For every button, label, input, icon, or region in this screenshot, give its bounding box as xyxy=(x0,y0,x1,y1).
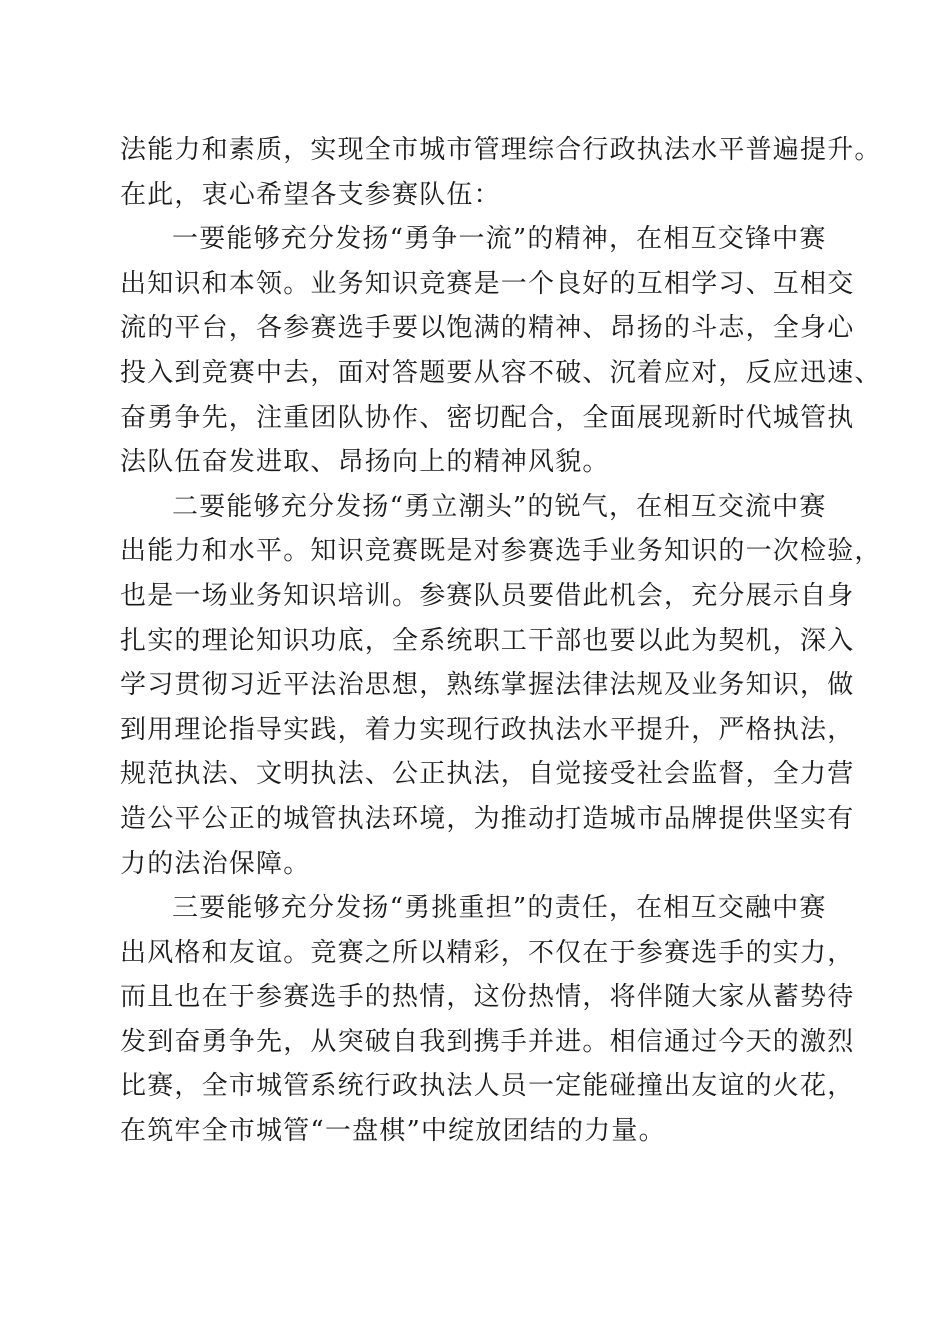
paragraph-1-first-line: 一要能够充分发扬“勇争一流”的精神，在相互交锋中赛 xyxy=(172,224,827,255)
text-line: 出知识和本领。业务知识竞赛是一个良好的互相学习、互相交 xyxy=(120,268,855,299)
text-line: 到用理论指导实践，着力实现行政执法水平提升，严格执法， xyxy=(120,714,855,745)
body-text xyxy=(120,128,882,1154)
text-line: 扎实的理论知识功底，全系统职工干部也要以此为契机，深入 xyxy=(120,625,855,656)
text-line: 造公平公正的城管执法环境，为推动打造城市品牌提供坚实有 xyxy=(120,803,855,834)
text-line: 出风格和友谊。竞赛之所以精彩，不仅在于参赛选手的实力， xyxy=(120,937,855,968)
text-line: 出能力和水平。知识竞赛既是对参赛选手业务知识的一次检验， xyxy=(120,536,882,567)
text-line: 学习贯彻习近平法治思想，熟练掌握法律法规及业务知识，做 xyxy=(120,670,855,701)
text-line: 发到奋勇争先，从突破自我到携手并进。相信通过今天的激烈 xyxy=(120,1026,855,1057)
text-line: 在此，衷心希望各支参赛队伍： xyxy=(120,179,501,210)
text-line: 法队伍奋发进取、昂扬向上的精神风貌。 xyxy=(120,447,610,478)
text-line: 而且也在于参赛选手的热情，这份热情，将伴随大家从蓄势待 xyxy=(120,982,855,1013)
paragraph-2-first-line: 二要能够充分发扬“勇立潮头”的锐气，在相互交流中赛 xyxy=(172,491,827,522)
text-line: 投入到竞赛中去，面对答题要从容不破、沉着应对，反应迅速、 xyxy=(120,357,882,388)
text-line: 也是一场业务知识培训。参赛队员要借此机会，充分展示自身 xyxy=(120,580,855,611)
text-line: 奋勇争先，注重团队协作、密切配合，全面展现新时代城管执 xyxy=(120,402,855,433)
text-line: 在筑牢全市城管“一盘棋”中绽放团结的力量。 xyxy=(120,1116,666,1147)
text-line: 规范执法、文明执法、公正执法，自觉接受社会监督，全力营 xyxy=(120,759,855,790)
text-line: 法能力和素质，实现全市城市管理综合行政执法水平普遍提升。 xyxy=(120,135,882,165)
paragraph-3-first-line: 三要能够充分发扬“勇挑重担”的责任，在相互交融中赛 xyxy=(172,893,827,924)
text-line: 比赛，全市城管系统行政执法人员一定能碰撞出友谊的火花， xyxy=(120,1071,855,1102)
text-line: 流的平台，各参赛选手要以饱满的精神、昂扬的斗志，全身心 xyxy=(120,313,855,344)
text-line: 力的法治保障。 xyxy=(120,848,311,879)
